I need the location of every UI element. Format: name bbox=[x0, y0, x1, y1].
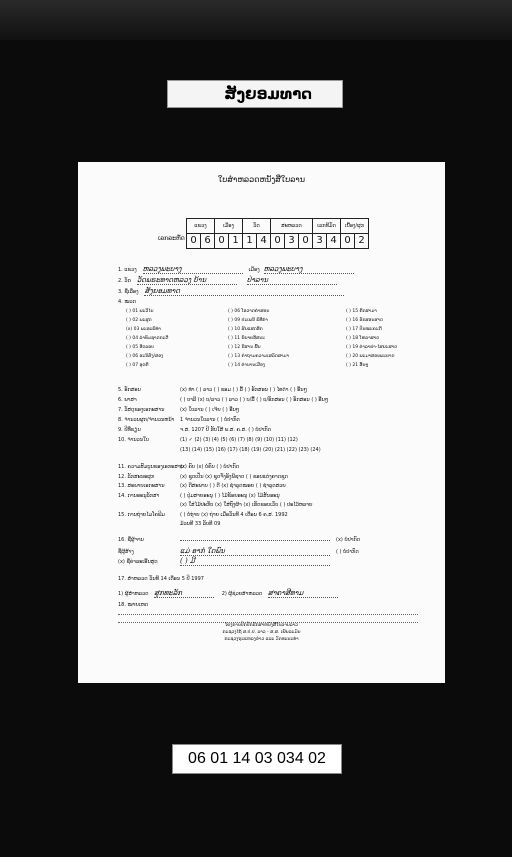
checker-label: 2) ຜູ້ຊ່ວຍສຳຫລວດ bbox=[221, 591, 263, 597]
form-row bbox=[118, 484, 286, 489]
category-option[interactable]: ( ) 17 ປັນໝະຄະດີ bbox=[346, 327, 382, 332]
category-option[interactable]: ( ) 10 ສັນແສດອີກ bbox=[228, 327, 263, 332]
category-option[interactable]: ( ) 18 ໂຫລາສາດ bbox=[346, 336, 380, 341]
footer-line: ກະຊວງໄຖ້ ສ.ປ.ປ. ລາວ - ສ.ສ. ເຢັຍລະມັນ bbox=[222, 630, 301, 635]
row-label: 12. ລັກສະນະຜູກ bbox=[118, 473, 155, 480]
category-option[interactable]: ( ) 06 ອະນິສົງ/ສອງ bbox=[126, 354, 164, 359]
author-row bbox=[118, 548, 359, 556]
id-header-cell: ວັດ bbox=[243, 219, 271, 234]
form-row bbox=[118, 438, 298, 443]
row-options[interactable]: (13) (14) (15) (16) (17) (18) (19) (20) (21) (22) (23) (24) bbox=[180, 447, 321, 453]
row-options[interactable]: ມ້ວນທີ 33 ລັບທີ 09 bbox=[180, 521, 221, 527]
row-label: 10. ຈຳນວນໃບ bbox=[118, 437, 149, 443]
footer-line: ກະຊວງຖະແຫລງຂ່າວ ແລະ ວັດທະນະທຳ bbox=[224, 637, 299, 642]
id-digit-cell: 4 bbox=[327, 234, 341, 249]
remarks-label: 18. ໝາຍເຫດ bbox=[118, 602, 149, 608]
author-label: 16. ຊື່ຜູ້ຈານ bbox=[118, 537, 144, 543]
row-options[interactable]: ( ) ບາລີ (x) ບ/ລາວ ( ) ລາວ ( ) ບ/ລື້ ( ) ບ/ອັກສອນ ( ) ອັກສອນ ( ) ອື່ນໆ bbox=[180, 397, 329, 403]
id-digit-cell: 2 bbox=[355, 234, 369, 249]
author-label: ຊື່ຜູ້ສ້າງ bbox=[118, 549, 134, 555]
category-option[interactable]: ( ) 20 ພະມາສອນພະຍາດ bbox=[346, 354, 395, 359]
category-option[interactable]: ( ) 21 ອື່ນໆ bbox=[346, 363, 369, 368]
row-label: 13. ສະພາບເອກະສານ bbox=[118, 483, 165, 489]
row-label: 15. ການຖ່າຍໄມໂຄຟິມ bbox=[118, 511, 165, 518]
category-option[interactable]: ( ) 19 ຕຳລາຢາ-ໄສຍະສາດ bbox=[346, 345, 398, 350]
field-value: ຫລວງພະບາງ bbox=[143, 266, 243, 274]
category-option[interactable]: ( ) 07 ອຸດຄີ bbox=[126, 363, 149, 368]
form-title: ໃບສຳຫລວດຫນັງສືໃບລານ bbox=[218, 175, 305, 184]
form-row bbox=[118, 388, 307, 393]
row-options[interactable]: (x) ໃສ່ໄມ້ປະກັບ (x) ໃສ່ຖົງຜ້າ (x) ເຮັດຂອບເວັບ ( ) ປະໄວ້ຫລາຍ bbox=[180, 502, 313, 508]
row-options[interactable]: (1) ✓ (2) (3) (4) (5) (6) (7) (8) (9) (10) (11) (12) bbox=[180, 437, 298, 443]
form-row bbox=[118, 418, 240, 423]
id-digit-cell: 0 bbox=[215, 234, 229, 249]
row-label: 6. ພາສາ bbox=[118, 397, 137, 403]
row-options[interactable]: (x) ໃບລານ ( ) ເຈ້ຍ ( ) ອື່ນໆ bbox=[180, 407, 240, 413]
author-tail[interactable]: (x) ບໍ່ປາກົດ bbox=[336, 537, 361, 543]
category-option[interactable]: ( ) 09 ປະເພນີ ພິທີກໍາ bbox=[228, 318, 268, 323]
row-label: 9. ປີທີ່ຂຽນ bbox=[118, 427, 141, 433]
field-label: 1. ແຂວງ bbox=[118, 267, 137, 273]
author-tail[interactable]: ( ) ບໍ່ປາກົດ bbox=[336, 549, 359, 555]
row-label: 5. ອັກສອນ bbox=[118, 387, 141, 393]
field-row bbox=[118, 266, 354, 274]
category-option[interactable]: ( ) 12 ນີສານ ພື້ນ bbox=[228, 345, 261, 350]
category-option[interactable]: ( ) 02 ພະສູດ bbox=[126, 318, 152, 323]
section-4-title: 4. ໝວດ bbox=[118, 299, 137, 305]
row-options[interactable]: ( ) ບໍ່ຖ່າຍ (x) ຖ່າຍ ເມື່ອວັນທີ 4 ເດືອນ 6 ຄ.ສ. 1992 bbox=[180, 511, 288, 518]
form-row bbox=[118, 465, 239, 470]
id-digit-cell: 6 bbox=[201, 234, 215, 249]
author-label: (x) ຊື່ຄ່າລະເອີ້ນສຸດ bbox=[118, 559, 158, 565]
field-value: ສັງຍອມທາດ bbox=[144, 288, 344, 296]
id-digit-cell: 0 bbox=[341, 234, 355, 249]
id-digit-cell: 1 bbox=[229, 234, 243, 249]
field-label: 2. ວັດ bbox=[118, 278, 131, 284]
id-digit-cell: 3 bbox=[313, 234, 327, 249]
id-header-cell: ເມືອງ bbox=[215, 219, 243, 234]
category-option[interactable]: ( ) 05 ອີດລອບ bbox=[126, 345, 154, 350]
id-digit-cell: 0 bbox=[187, 234, 201, 249]
surveyor-row bbox=[118, 590, 338, 598]
id-code-label: ເລກລະຫັດ bbox=[158, 235, 185, 242]
row-options[interactable]: ຈ.ສ. 1207 ປີ ຮັບໃສ້ ພ.ສ. ຄ.ສ. ( ) ບໍ່ປາກົດ bbox=[180, 427, 272, 433]
form-row bbox=[118, 522, 220, 527]
id-digit-cell: 0 bbox=[271, 234, 285, 249]
author-row bbox=[118, 538, 360, 543]
survey-date-line: 17. ສຳຫລວດ ວັນທີ 14 ເດືອນ 5 ປີ 1997 bbox=[118, 576, 204, 582]
field-label: 3. ຊື່ເລື່ອງ bbox=[118, 289, 139, 295]
row-label: 7. ວັສດຸຂອງເອກະສານ bbox=[118, 407, 165, 413]
checker-name: ສາຄາສີທາມ bbox=[268, 590, 338, 598]
field-label-2: ເມືອງ bbox=[248, 267, 260, 273]
row-options[interactable]: ( ) ປຸ່ມສາຍອະນຸ ( ) ໄມ້ຂັອຍອະນຸ (x) ໄມ້ສັນອະນຸ bbox=[180, 492, 280, 499]
id-header-cell: ເບື້ອງ/ຜູກ bbox=[341, 219, 369, 234]
surveyor-name: ສຸກທະລັກ bbox=[154, 590, 214, 598]
category-option[interactable]: ( ) 15 ຄີດສາມາ bbox=[346, 309, 377, 314]
id-header-cell: ສະຫລວດ bbox=[271, 219, 313, 234]
form-row bbox=[118, 494, 280, 499]
field-value: ວັດພຣະທາດຫລວງ ບ້ານ bbox=[137, 277, 237, 285]
category-option[interactable]: ( ) 04 ລຳທັມຊາດກະດີ bbox=[126, 336, 169, 341]
id-header-cell: ແຂວງ bbox=[187, 219, 215, 234]
row-options[interactable]: (x) ຊູດເປັນ (x) ຊູດຈັ່ງອັງພີຊາດ ( ) ຂອບແຕ່ງຄາດຊູດ bbox=[180, 473, 288, 480]
footer-line: ໂຄງການປົກປັກຮັກສາຫນັງສືໃບລານລາວ bbox=[225, 623, 298, 628]
id-header-cell: ເລກທີມັດ bbox=[313, 219, 341, 234]
row-label: 11. ຄວາມສົມບູນຂອງເອກະສານ bbox=[118, 464, 184, 470]
category-option[interactable]: ( ) 13 ຄຳຖາມຄວາມເສລັດສາມາ bbox=[228, 354, 290, 359]
row-options[interactable]: (x) ຄົບ (x) ບໍ່ຄົບ ( ) ບໍ່ປາກົດ bbox=[180, 464, 240, 470]
id-code-table bbox=[186, 218, 369, 249]
author-row bbox=[118, 558, 336, 566]
category-option[interactable]: (x) 03 ພະອະພິທໍາ bbox=[126, 327, 161, 332]
form-row bbox=[118, 428, 271, 433]
category-option[interactable]: ( ) 16 ອັກສອນສາດ bbox=[346, 318, 383, 323]
author-value bbox=[180, 540, 330, 541]
author-value: ( ) ມີ bbox=[180, 558, 330, 566]
bottom-reference-number: 06 01 14 03 034 02 bbox=[172, 744, 342, 774]
id-digit-cell: 0 bbox=[299, 234, 313, 249]
category-option[interactable]: ( ) 14 ຕຳນານເມືອງ bbox=[228, 363, 266, 368]
field-row bbox=[118, 288, 344, 296]
row-label: 8. ຈຳນວນຜູກ/ຈຳນວນຫນ້າ bbox=[118, 417, 175, 423]
row-options[interactable]: (x) ທຳ ( ) ລາວ ( ) ຂອມ ( ) ລື້ ( ) ອັກສອນ ( ) ໄທດຳ ( ) ອື່ນໆ bbox=[180, 387, 307, 393]
top-title-label: ສັງຍອມທາດ bbox=[167, 80, 343, 108]
field-value-2: ຫລວງພະບາງ bbox=[264, 266, 354, 274]
row-options[interactable]: (x) ດີສະພາບ ( ) ດີ (x) ຊຳລຸດໝອຍ ( ) ຊຳລຸດສວຍ bbox=[180, 483, 286, 489]
field-row bbox=[118, 277, 337, 285]
id-digit-cell: 1 bbox=[243, 234, 257, 249]
category-option[interactable]: ( ) 11 ນິຍາຍອີສນະ bbox=[228, 336, 265, 341]
remarks-line-1 bbox=[118, 614, 418, 615]
form-row bbox=[118, 448, 321, 453]
scan-border-top bbox=[0, 0, 512, 40]
category-option[interactable]: ( ) 06 ໂອວາດຄຳສອນ bbox=[228, 309, 270, 314]
form-row bbox=[118, 475, 288, 480]
form-row bbox=[118, 503, 312, 508]
surveyor-label: 1) ຜູ້ສຳຫລວດ bbox=[118, 591, 149, 597]
survey-form-sheet bbox=[78, 162, 445, 683]
row-label: 14. ການອະນຸລັກສາ bbox=[118, 492, 160, 499]
id-digit-cell: 3 bbox=[285, 234, 299, 249]
row-options[interactable]: 1 ຈຳນວນໃບລານ ( ) ບໍ່ປາກົດ bbox=[180, 417, 240, 423]
form-row bbox=[118, 398, 328, 403]
category-option[interactable]: ( ) 01 ພະວິໄນ bbox=[126, 309, 154, 314]
form-row bbox=[118, 513, 288, 518]
author-value: ແມ່ ອາກໍ ໃດພົນ bbox=[180, 548, 330, 556]
id-digit-cell: 4 bbox=[257, 234, 271, 249]
form-row bbox=[118, 408, 239, 413]
field-value-2: ປ່າລານ bbox=[247, 277, 337, 285]
